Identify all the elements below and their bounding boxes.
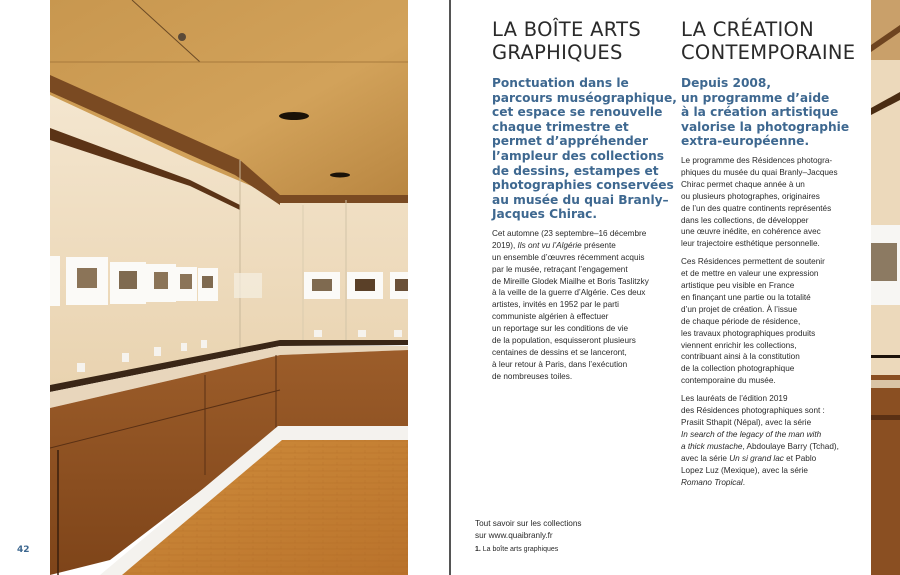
text-run: . [742,477,746,487]
sprinkler [178,33,186,41]
text-line [681,256,866,268]
body-paragraph [492,228,672,383]
lead-line: Jacques Chirac. [492,207,598,222]
heading-line: CONTEMPORAINE [681,41,856,64]
text-line [681,226,866,238]
text-run: d’un projet de création. À l’issue [681,304,798,314]
text-line [681,453,866,465]
gallery-photo [50,0,408,575]
lead-line: extra-européenne. [681,134,810,149]
page-footer [475,518,581,553]
text-run: contribuant ainsi à la constitution [681,352,800,362]
text-line [681,328,866,340]
text-run: et Pablo [783,453,817,463]
text-run: dans les collections, de développer [681,215,809,225]
lead-line: valorise la photographie [681,119,850,134]
text-line [492,359,672,371]
text-run: artistes, invités en 1952 par le parti [492,300,619,310]
text-line [681,316,866,328]
text-run: un ensemble d’œuvres récemment acquis [492,252,645,262]
text-line [681,441,866,453]
text-run: Les lauréats de l’édition 2019 [681,394,788,404]
lead-paragraph [681,76,866,149]
text-line [492,299,672,311]
text-run: contemporaine du musée. [681,376,776,386]
text-line [681,304,866,316]
text-run: par le musée, retraçant l’engagement [492,264,628,274]
text-line [681,429,866,441]
lead-line: photographies conservées [492,178,674,193]
text-line [492,252,672,264]
text-run: Prasiit Sthapit (Népal), avec la série [681,418,812,427]
text-line [681,405,866,417]
text-run: avec la série [681,453,730,463]
text-line [681,238,866,250]
more-info [475,518,581,541]
heading-line: LA CRÉATION [681,18,815,41]
text-line [492,347,672,359]
next-page-photo-edge [871,0,900,575]
lead-line: permet d’appréhender [492,134,648,149]
heading-line: GRAPHIQUES [492,41,623,64]
text-run: un reportage sur les conditions de vie [492,324,629,334]
lead-paragraph [492,76,677,222]
lead-line: à la création artistique [681,105,839,120]
section-heading [681,18,866,64]
text-run: de la collection photographique [681,364,795,374]
text-line [681,179,866,191]
section-boite-arts-graphiques [492,0,677,383]
text-run: leur trajectoire esthétique personnelle. [681,239,820,249]
caption-number: 1. [475,546,481,553]
lead-line: cet espace se renouvelle [492,105,663,120]
text-line [492,228,672,240]
text-line [681,215,866,227]
text-run: Chirac permet chaque année à un [681,179,805,189]
lead-line: Ponctuation dans le [492,76,629,90]
text-line [681,417,866,429]
text-run: phiques du musée du quai Branly–Jacques [681,167,838,177]
text-run: à la veille de la guerre d’Algérie. Ces deux [492,288,646,298]
heading-line: LA BOÎTE ARTS [492,18,642,41]
text-line [681,203,866,215]
text-line [492,264,672,276]
text-run: artistique peu visible en France [681,281,795,291]
text-line [492,276,672,288]
italic-title: Un si grand lac [729,453,784,463]
lead-line: parcours muséographique, [492,90,677,105]
text-run: de nombreuses toiles. [492,371,573,381]
text-line [681,363,866,375]
ceiling-light [279,112,309,120]
text-line [681,191,866,203]
text-run: centaines de dessins et se lanceront, [492,348,627,357]
text-line [681,155,866,167]
italic-title: Romano Tropical [681,477,743,487]
text-run: Lopez Luz (Mexique), avec la série [681,465,808,475]
text-run: communiste algérien à effectuer [492,312,609,322]
text-line [492,240,672,252]
text-run: présente [581,240,616,250]
body-paragraph [681,155,866,250]
italic-title: a thick mustache [681,441,743,451]
text-line [681,167,866,179]
text-line [681,340,866,352]
text-run: et de mettre en valeur une expression [681,269,819,279]
italic-title: In search of the legacy of the man with [681,429,822,439]
caption-text: La boîte arts graphiques [480,546,559,553]
italic-title: Ils ont vu l’Algérie [517,240,582,250]
body-paragraph [681,393,866,488]
photo-caption [475,546,581,553]
right-page [451,0,870,575]
lead-line: de dessins, estampes et [492,163,659,178]
text-run: ou plusieurs photographes, originaires [681,191,820,201]
text-run: à leur retour à Paris, dans l’exécution [492,359,628,369]
lead-line: un programme d’aide [681,90,830,105]
text-line [681,393,866,405]
text-line [492,287,672,299]
text-run: 2019), [492,240,518,250]
text-line [681,465,866,477]
text-line [681,280,866,292]
lead-line: l’ampleur des collections [492,148,665,163]
text-line [681,375,866,387]
text-run: de chaque période de résidence, [681,316,801,326]
text-line [492,371,672,383]
text-line [681,477,866,489]
text-run: viennent enrichir les collections, [681,340,797,350]
text-run: de l’un des quatre continents représentés [681,203,832,213]
text-run: les travaux photographiques produits [681,328,816,338]
text-line [492,323,672,335]
ceiling-light [330,173,350,178]
text-run: des Résidences photographiques sont : [681,406,825,416]
website-link[interactable]: sur www.quaibranly.fr [475,530,553,540]
text-line [492,311,672,323]
text-line [681,351,866,363]
lead-line: au musée du quai Branly– [492,192,669,207]
lead-line: chaque trimestre et [492,119,629,134]
text-run: de la population, esquisseront plusieurs [492,336,636,346]
more-info-line: Tout savoir sur les collections [475,519,582,528]
text-run: Le programme des Résidences photogra- [681,155,833,165]
text-run: de Mireille Glodek Miailhe et Boris Taslitzky [492,276,649,286]
page-number: 42 [17,545,30,555]
text-run: , Abdoulaye Barry (Tchad), [742,441,839,451]
text-line [681,292,866,304]
text-run: en finançant une partie ou la totalité [681,292,811,302]
lead-line: Depuis 2008, [681,76,772,90]
text-run: une œuvre inédite, en cohérence avec [681,227,821,237]
left-page [0,0,449,575]
body-paragraph [681,256,866,387]
text-line [681,268,866,280]
text-run: Cet automne (23 septembre–16 décembre [492,228,647,238]
section-creation-contemporaine [681,0,866,488]
text-run: Ces Résidences permettent de soutenir [681,257,825,267]
text-line [492,335,672,347]
section-heading [492,18,672,64]
